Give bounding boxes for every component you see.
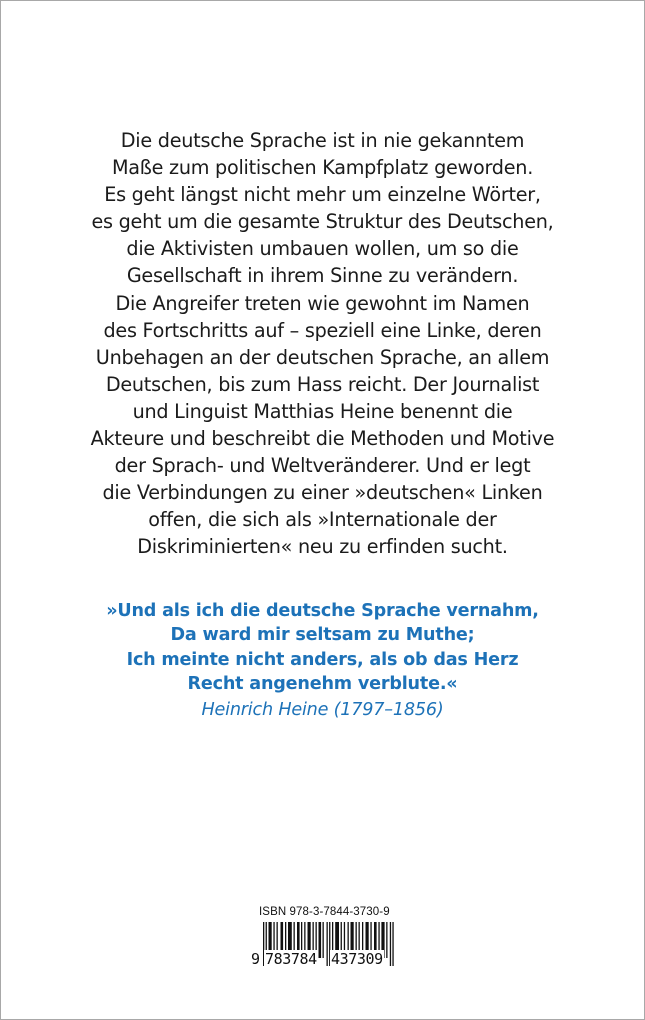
blurb-line: offen, die sich als »Internationale der (148, 508, 497, 532)
isbn-label: ISBN 978-3-7844-3730-9 (259, 906, 390, 918)
blurb-line: die Verbindungen zu einer »deutschen« Linken (102, 481, 543, 505)
blurb-line: des Fortschritts auf – speziell eine Linke, deren (103, 318, 542, 342)
blurb-line: Gesellschaft in ihrem Sinne zu verändern. (126, 264, 519, 288)
blurb-line: Die Angreifer treten wie gewohnt im Namen (115, 291, 530, 315)
epigraph-quote (1, 599, 644, 696)
quote-line: Ich meinte nicht anders, als ob das Herz (126, 649, 519, 670)
ean-left-digits: 783784 (265, 950, 317, 968)
blurb-line: Unbehagen an der deutschen Sprache, an allem (95, 345, 550, 369)
blurb-line: es geht um die gesamte Struktur des Deutschen, (91, 210, 554, 234)
blurb-line: die Aktivisten umbauen wollen, um so die (126, 237, 519, 261)
isbn-barcode (251, 906, 403, 970)
blurb-line: Akteure und beschreibt die Methoden und Motive (90, 427, 555, 451)
ean-right-digits: 437309 (331, 950, 383, 968)
blurb-line: Diskriminierten« neu zu erfinden sucht. (137, 535, 508, 559)
quote-line: Da ward mir seltsam zu Muthe; (170, 625, 475, 646)
blurb-line: und Linguist Matthias Heine benennt die (132, 399, 513, 423)
quote-attribution: Heinrich Heine (1797–1856) (201, 700, 444, 720)
blurb-line: der Sprach- und Weltveränderer. Und er legt (114, 454, 531, 478)
quote-line: Recht angenehm verblute.« (187, 673, 458, 694)
blurb-line: Maße zum politischen Kampfplatz geworden. (111, 156, 534, 180)
ean-first-digit: 9 (251, 950, 260, 968)
blurb-line: Es geht längst nicht mehr um einzelne Wörter, (104, 183, 541, 207)
blurb-line: Deutschen, bis zum Hass reicht. Der Journalist (105, 372, 540, 396)
quote-line: »Und als ich die deutsche Sprache vernahm, (106, 601, 539, 621)
blurb-text (1, 127, 644, 561)
blurb-line: Die deutsche Sprache ist in nie gekanntem (120, 129, 525, 152)
